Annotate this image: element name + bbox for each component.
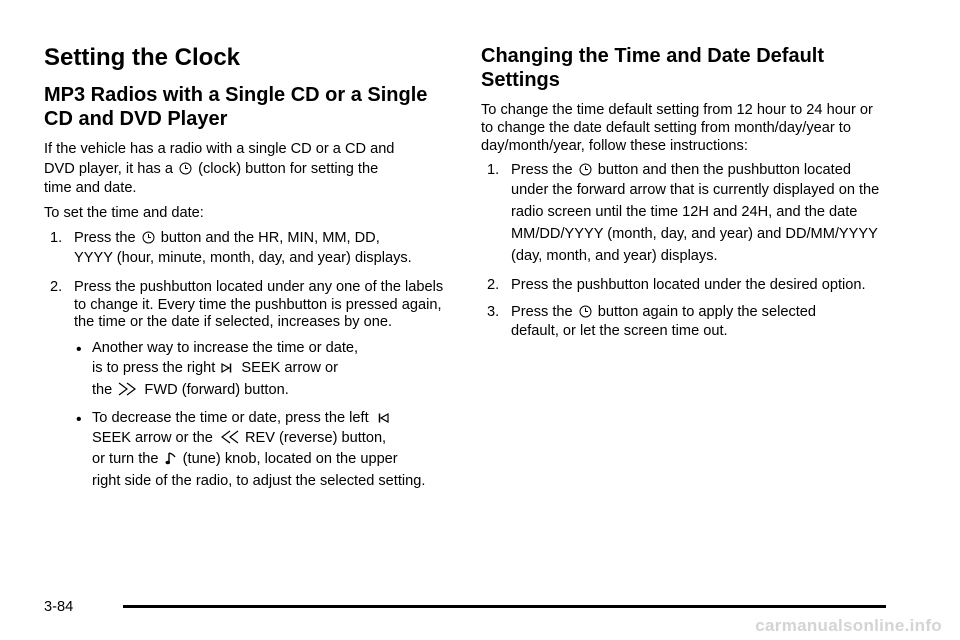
default-settings-steps [481,162,886,343]
list-item: 2. Press the pushbutton located under the desired option. [487,276,866,293]
footer-rule [123,605,886,608]
section-heading-mp3-radios: MP3 Radios with a Single CD or a Single CD and DVD Player [44,83,428,130]
page-footer [44,597,886,617]
intro-line-4: time and date. [44,180,137,197]
list-item: 3. Press the button again to apply the selected default, or let the screen time out. [487,303,817,340]
list-item: 2. Press the pushbutton located under any one of the labels to change it. Every time the pushbutton is pressed again, the time or the date if selected, increases by one. • Another way to increase the time or date, is to press the right SEEK arrow or the FWD (forward) button. • To decrease the time or date, press the left SEEK arrow or the REV (reverse) button, or turn the (tune) knob, located on the upper right side of the radio, to adjust the selected setting. [44,279,444,493]
music-note-icon [165,451,177,465]
right-column [481,44,886,352]
intro-line-2: DVD player, it has a [44,160,173,177]
clock-icon [179,162,192,175]
to-set-label: To set the time and date: [44,205,204,222]
step-number: 3. [487,303,500,320]
list-item: • Another way to increase the time or date, is to press the right SEEK arrow or the FWD (forward) button. [74,340,444,402]
step-number: 2. [50,278,63,295]
intro-paragraph [44,141,444,198]
intro-paragraph: To change the time default setting from 12 hour to 24 hour or to change the date default setting from month/day/year to day/month/year, follow these instructions: [481,102,873,154]
page-number: 3-84 [44,599,74,615]
clock-icon [579,305,592,318]
step-number: 1. [50,230,63,247]
seek-right-icon [221,362,235,374]
clock-icon [579,163,592,176]
intro-line-1: If the vehicle has a radio with a single CD or a CD and [44,140,395,157]
page-title: Setting the Clock [44,44,241,71]
step-number: 1. [487,162,500,179]
seek-left-icon [375,412,389,424]
set-clock-steps [44,230,444,493]
list-item: • To decrease the time or date, press the left SEEK arrow or the REV (reverse) button, or turn the (tune) knob, located on the upper right side of the radio, to adjust the selected setting. [74,410,444,493]
step-number: 2. [487,276,500,293]
list-item: 1. Press the button and then the pushbutton located under the forward arrow that is currently displayed on the radio screen until the time 12H and 24H, and the date MM/DD/YYYY (month, day, and year) and DD/MM/YYYY (day, month, and year) displays. [487,162,880,264]
fast-forward-icon [118,382,138,396]
watermark: carmanualsonline.info [755,616,942,635]
clock-icon [142,231,155,244]
list-item: 1. Press the button and the HR, MIN, MM, DD, YYYY (hour, minute, month, day, and year) displays. [50,230,412,266]
intro-line-3: (clock) button for setting the [198,160,379,177]
left-column [44,44,444,502]
tips-list [74,340,444,493]
rewind-icon [219,430,239,444]
section-heading-default-settings: Changing the Time and Date Default Settings [481,45,824,91]
